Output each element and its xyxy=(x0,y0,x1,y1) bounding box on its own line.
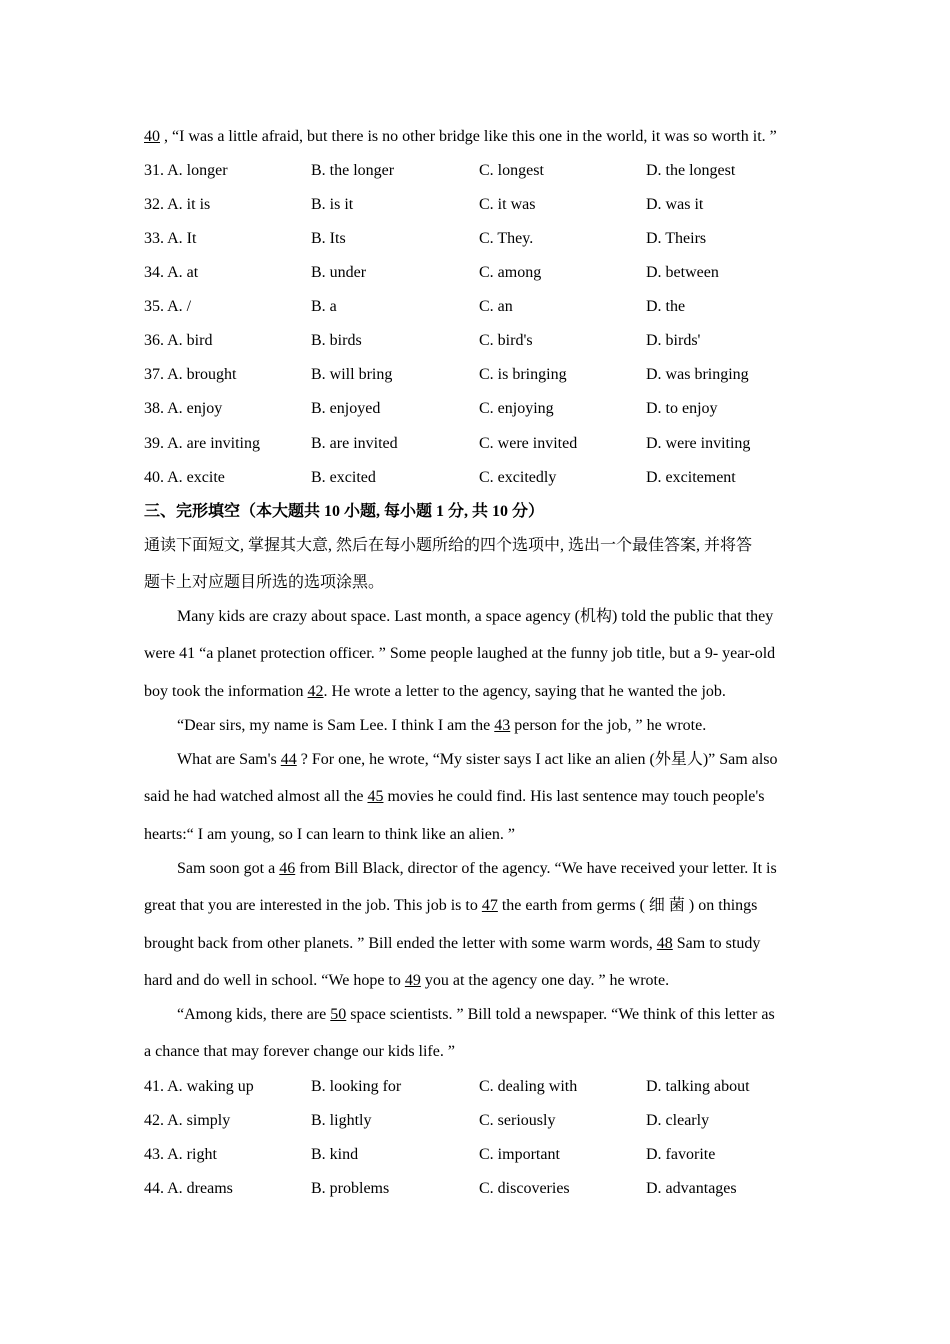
blank-number: 47 xyxy=(481,897,498,914)
option-b: B. the longer xyxy=(311,162,395,179)
option-c: C. bird's xyxy=(479,332,533,349)
option-a: 33. A. It xyxy=(144,230,197,247)
question-row xyxy=(144,1145,806,1165)
option-b: B. a xyxy=(311,298,337,315)
option-b: B. lightly xyxy=(311,1112,372,1129)
question-row xyxy=(144,468,806,488)
option-c: C. excitedly xyxy=(479,469,557,486)
option-c: C. important xyxy=(479,1146,560,1163)
passage-line: Many kids are crazy about space. Last month, a space agency (机构) told the public that they xyxy=(177,608,774,625)
question-row xyxy=(144,161,806,181)
option-d: D. to enjoy xyxy=(646,400,718,417)
question-row xyxy=(144,1111,806,1131)
option-a: 35. A. / xyxy=(144,298,192,315)
question-row xyxy=(144,263,806,283)
blank-number: 44 xyxy=(280,751,297,768)
passage-line: hard and do well in school. “We hope to 49 you at the agency one day. ” he wrote. xyxy=(144,972,670,989)
option-b: B. problems xyxy=(311,1180,390,1197)
option-a: 39. A. are inviting xyxy=(144,435,260,452)
option-a: 37. A. brought xyxy=(144,366,237,383)
passage-line: great that you are interested in the job. This job is to 47 the earth from germs ( 细 菌 ) on things xyxy=(144,897,758,914)
instruction-line: 通读下面短文, 掌握其大意, 然后在每小题所给的四个选项中, 选出一个最佳答案, 并将答 xyxy=(144,537,753,554)
passage-line: hearts:“ I am young, so I can learn to think like an alien. ” xyxy=(144,826,515,843)
option-d: D. birds' xyxy=(646,332,701,349)
option-d: D. was bringing xyxy=(646,366,749,383)
passage-line: brought back from other planets. ” Bill ended the letter with some warm words, 48 Sam to study xyxy=(144,935,761,952)
passage-line: “Among kids, there are 50 space scientists. ” Bill told a newspaper. “We think of this letter as xyxy=(177,1006,775,1023)
option-a: 40. A. excite xyxy=(144,469,225,486)
option-c: C. discoveries xyxy=(479,1180,570,1197)
blank-number: 46 xyxy=(279,860,296,877)
passage-line: were 41 “a planet protection officer. ” Some people laughed at the funny job title, but a 9- year-old xyxy=(144,645,776,662)
question-row xyxy=(144,434,806,454)
question-row xyxy=(144,195,806,215)
passage-line: “Dear sirs, my name is Sam Lee. I think I am the 43 person for the job, ” he wrote. xyxy=(177,717,707,734)
section-title: 三、完形填空（本大题共 10 小题, 每小题 1 分, 共 10 分） xyxy=(144,503,545,520)
option-c: C. dealing with xyxy=(479,1078,578,1095)
question-row xyxy=(144,229,806,249)
option-b: B. kind xyxy=(311,1146,359,1163)
option-b: B. Its xyxy=(311,230,346,247)
option-d: D. advantages xyxy=(646,1180,737,1197)
option-d: D. excitement xyxy=(646,469,736,486)
blank-number: 48 xyxy=(656,935,673,952)
option-d: D. between xyxy=(646,264,719,281)
question-row xyxy=(144,1179,806,1199)
option-c: C. They. xyxy=(479,230,534,247)
option-c: C. were invited xyxy=(479,435,578,452)
question-row xyxy=(144,399,806,419)
option-a: 44. A. dreams xyxy=(144,1180,233,1197)
blank-number: 45 xyxy=(367,788,384,805)
option-a: 38. A. enjoy xyxy=(144,400,223,417)
blank-number: 49 xyxy=(404,972,421,989)
option-b: B. excited xyxy=(311,469,376,486)
option-c: C. longest xyxy=(479,162,544,179)
option-d: D. clearly xyxy=(646,1112,710,1129)
passage-line: said he had watched almost all the 45 movies he could find. His last sentence may touch people's xyxy=(144,788,765,805)
option-a: 43. A. right xyxy=(144,1146,217,1163)
option-a: 41. A. waking up xyxy=(144,1078,254,1095)
option-c: C. enjoying xyxy=(479,400,554,417)
option-d: D. were inviting xyxy=(646,435,751,452)
option-a: 32. A. it is xyxy=(144,196,211,213)
option-a: 42. A. simply xyxy=(144,1112,231,1129)
passage-line: Sam soon got a 46 from Bill Black, director of the agency. “We have received your letter. It is xyxy=(177,860,777,877)
blank-number: 42 xyxy=(307,683,324,700)
option-b: B. under xyxy=(311,264,367,281)
question-row xyxy=(144,1077,806,1097)
instruction-line: 题卡上对应题目所选的选项涂黑。 xyxy=(144,574,385,591)
blank-number: 43 xyxy=(494,717,511,734)
option-b: B. will bring xyxy=(311,366,393,383)
question-row xyxy=(144,297,806,317)
option-d: D. the xyxy=(646,298,686,315)
option-a: 34. A. at xyxy=(144,264,199,281)
question-row xyxy=(144,331,806,351)
option-b: B. looking for xyxy=(311,1078,402,1095)
option-d: D. Theirs xyxy=(646,230,707,247)
option-a: 31. A. longer xyxy=(144,162,228,179)
option-c: C. is bringing xyxy=(479,366,567,383)
option-b: B. enjoyed xyxy=(311,400,381,417)
line-text: , “I was a little afraid, but there is no other bridge like this one in the world, it was so worth it. ” xyxy=(160,128,777,145)
blank-number: 40 xyxy=(144,128,160,145)
passage-closing-line xyxy=(144,127,806,147)
option-d: D. favorite xyxy=(646,1146,716,1163)
option-b: B. birds xyxy=(311,332,362,349)
option-a: 36. A. bird xyxy=(144,332,213,349)
question-row xyxy=(144,365,806,385)
option-c: C. seriously xyxy=(479,1112,556,1129)
option-c: C. an xyxy=(479,298,513,315)
option-d: D. talking about xyxy=(646,1078,750,1095)
passage-line: a chance that may forever change our kids life. ” xyxy=(144,1043,455,1060)
option-b: B. are invited xyxy=(311,435,398,452)
passage-line: boy took the information 42. He wrote a letter to the agency, saying that he wanted the job. xyxy=(144,683,726,700)
passage-line: What are Sam's 44 ? For one, he wrote, “My sister says I act like an alien (外星人)” Sam also xyxy=(177,751,778,768)
option-c: C. it was xyxy=(479,196,536,213)
option-c: C. among xyxy=(479,264,542,281)
option-d: D. was it xyxy=(646,196,704,213)
option-b: B. is it xyxy=(311,196,354,213)
option-d: D. the longest xyxy=(646,162,736,179)
blank-number: 50 xyxy=(330,1006,347,1023)
